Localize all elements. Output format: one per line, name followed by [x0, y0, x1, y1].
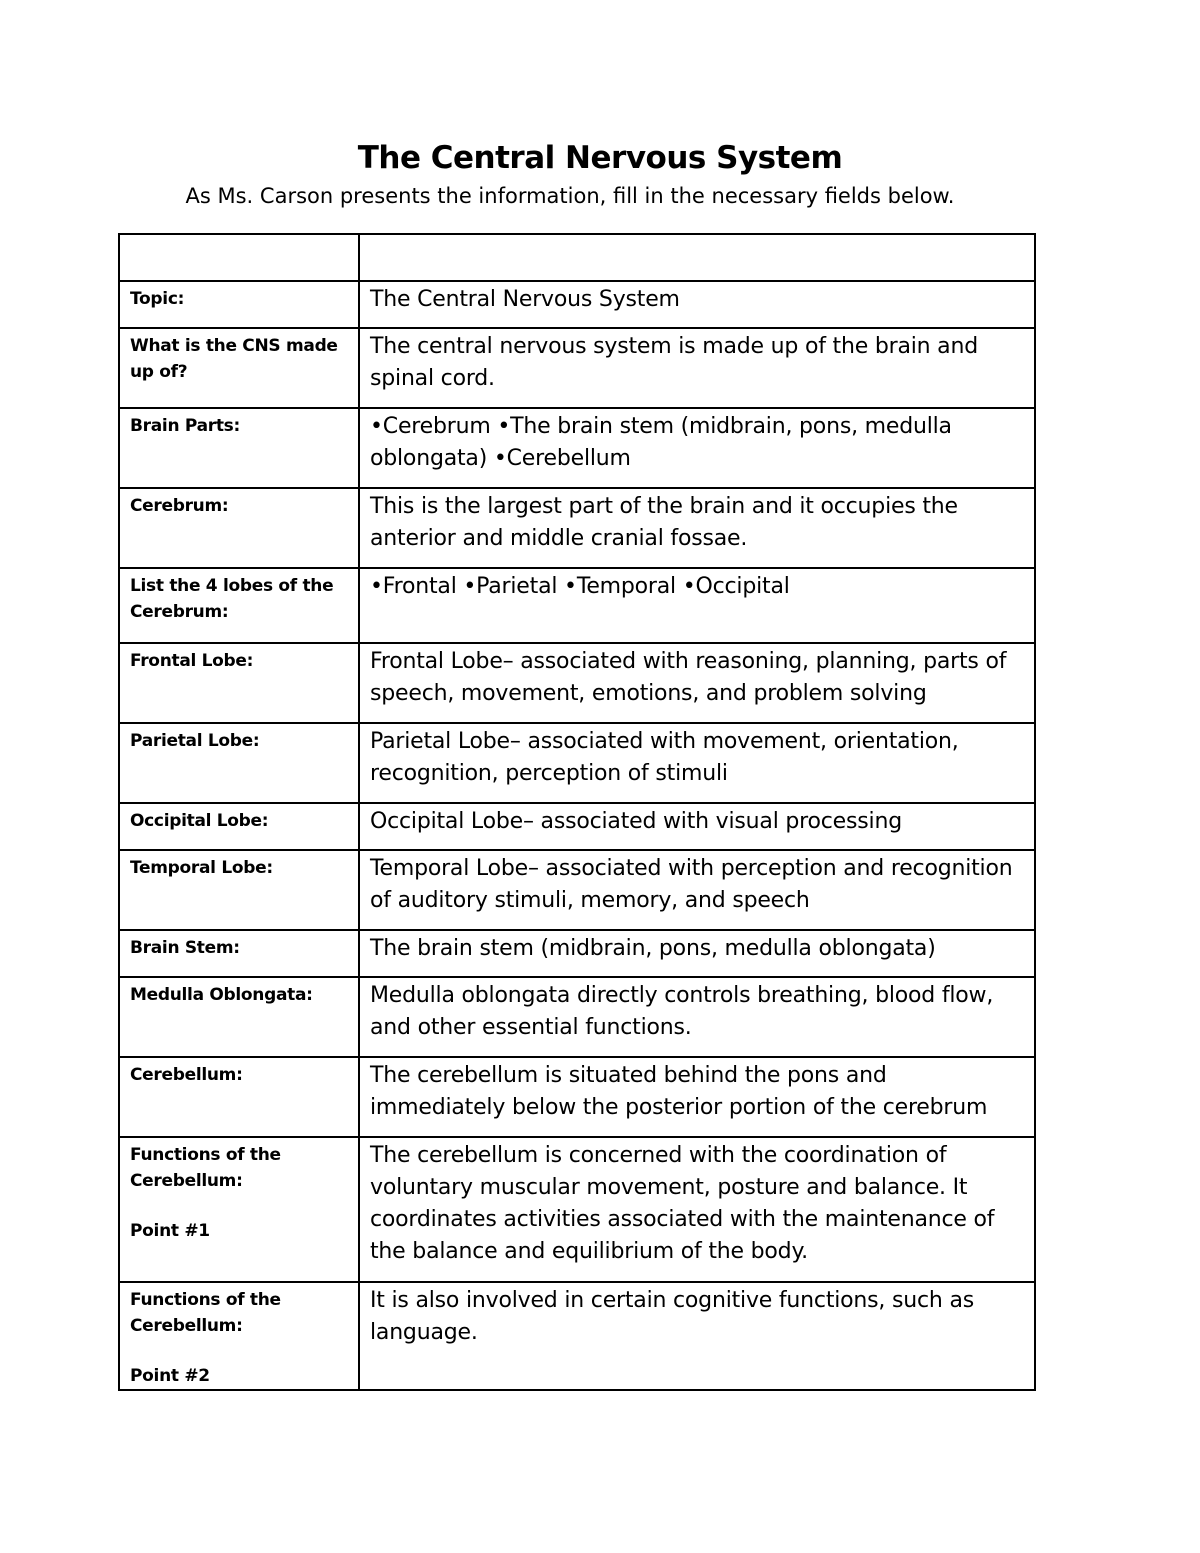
- row-label: Topic:: [119, 281, 359, 328]
- row-label: Brain Stem:: [119, 930, 359, 977]
- worksheet-table: [118, 233, 1036, 1391]
- row-label: List the 4 lobes of the Cerebrum:: [119, 568, 359, 643]
- point-label: Point #1: [130, 1221, 210, 1241]
- table-row: [119, 1137, 1035, 1282]
- table-row: [119, 803, 1035, 850]
- row-value: •Frontal •Parietal •Temporal •Occipital: [359, 568, 1035, 643]
- table-row: [119, 408, 1035, 488]
- table-row: [119, 723, 1035, 803]
- table-row: [119, 643, 1035, 723]
- table-row: [119, 850, 1035, 930]
- row-value: The Central Nervous System: [359, 281, 1035, 328]
- row-label: Medulla Oblongata:: [119, 977, 359, 1057]
- table-row: [119, 281, 1035, 328]
- page-title: The Central Nervous System: [357, 140, 843, 176]
- row-value: The brain stem (midbrain, pons, medulla oblongata): [359, 930, 1035, 977]
- row-label: Functions of the Cerebellum:: [130, 1145, 281, 1191]
- row-label-cell: [119, 1282, 359, 1390]
- row-label: Parietal Lobe:: [119, 723, 359, 803]
- table-row: [119, 234, 1035, 281]
- row-label: Cerebellum:: [119, 1057, 359, 1137]
- row-label: Frontal Lobe:: [119, 643, 359, 723]
- row-value: •Cerebrum •The brain stem (midbrain, pons, medulla oblongata) •Cerebellum: [359, 408, 1035, 488]
- row-value: This is the largest part of the brain and it occupies the anterior and middle cranial fossae.: [359, 488, 1035, 568]
- table-row: [119, 488, 1035, 568]
- instructions: As Ms. Carson presents the information, fill in the necessary fields below.: [185, 184, 955, 208]
- row-label: Brain Parts:: [119, 408, 359, 488]
- row-value: The central nervous system is made up of the brain and spinal cord.: [359, 328, 1035, 408]
- row-label: Functions of the Cerebellum:: [130, 1290, 281, 1336]
- row-label-cell: [119, 1137, 359, 1282]
- row-value: Parietal Lobe– associated with movement, orientation, recognition, perception of stimuli: [359, 723, 1035, 803]
- row-value: The cerebellum is situated behind the pons and immediately below the posterior portion of the cerebrum: [359, 1057, 1035, 1137]
- table-row: [119, 977, 1035, 1057]
- table-row: [119, 1282, 1035, 1390]
- row-value: Frontal Lobe– associated with reasoning, planning, parts of speech, movement, emotions, and problem solving: [359, 643, 1035, 723]
- table-row: [119, 568, 1035, 643]
- table-row: [119, 328, 1035, 408]
- row-label: Occipital Lobe:: [119, 803, 359, 850]
- row-value: Occipital Lobe– associated with visual processing: [359, 803, 1035, 850]
- row-label: [119, 234, 359, 281]
- row-label: Cerebrum:: [119, 488, 359, 568]
- point-label: Point #2: [130, 1366, 210, 1386]
- row-value: It is also involved in certain cognitive functions, such as language.: [359, 1282, 1035, 1390]
- table-row: [119, 930, 1035, 977]
- row-value: Temporal Lobe– associated with perception and recognition of auditory stimuli, memory, and speech: [359, 850, 1035, 930]
- table-row: [119, 1057, 1035, 1137]
- row-value: Medulla oblongata directly controls breathing, blood flow, and other essential functions.: [359, 977, 1035, 1057]
- row-label: Temporal Lobe:: [119, 850, 359, 930]
- row-label: What is the CNS made up of?: [119, 328, 359, 408]
- row-value: The cerebellum is concerned with the coordination of voluntary muscular movement, posture and balance. It coordinates activities associated with the maintenance of the balance and equilibrium of the body.: [359, 1137, 1035, 1282]
- row-value: [359, 234, 1035, 281]
